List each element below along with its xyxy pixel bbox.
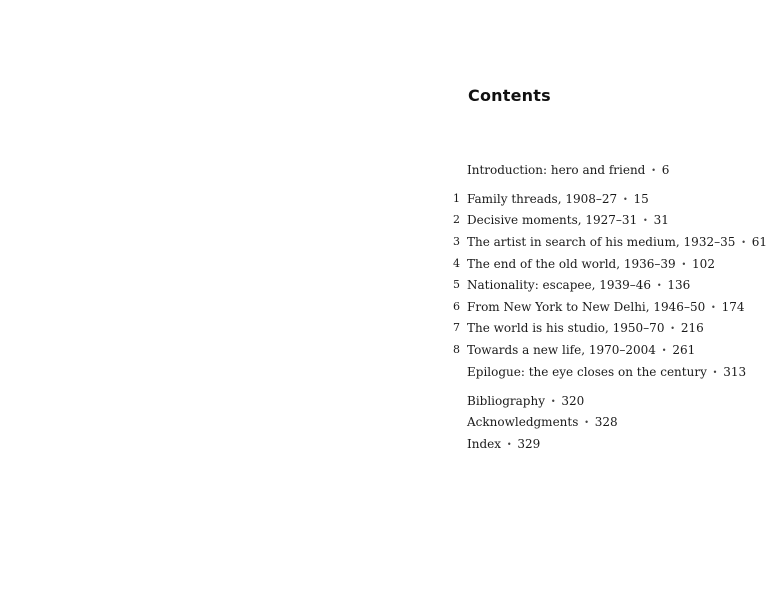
page-number: 261: [672, 343, 696, 357]
bullet-separator: •: [584, 418, 589, 427]
entry-title: Acknowledgments: [467, 415, 579, 429]
page-number: 174: [721, 300, 745, 314]
bullet-separator: •: [643, 216, 648, 225]
entry-text: [467, 363, 746, 382]
toc-entry-chapter-3[interactable]: [453, 233, 773, 251]
chapter-number: 1: [453, 192, 460, 205]
entry-title: From New York to New Delhi, 1946–50: [467, 300, 706, 314]
chapter-number: 5: [453, 278, 460, 291]
chapter-number: 4: [453, 257, 460, 270]
toc-entry-chapter-8[interactable]: [453, 341, 773, 359]
entry-text: [467, 161, 669, 180]
bullet-separator: •: [670, 324, 676, 333]
page-number: 136: [667, 278, 691, 292]
page-number: 329: [517, 437, 541, 451]
entry-text: [467, 255, 715, 274]
entry-text: [467, 298, 745, 317]
chapter-number: 2: [453, 213, 460, 226]
entry-title: Decisive moments, 1927–31: [467, 213, 638, 227]
toc-entry-bibliography[interactable]: [453, 392, 773, 410]
entry-title: The end of the old world, 1936–39: [467, 257, 676, 271]
page-number: 320: [561, 394, 585, 408]
bullet-separator: •: [711, 303, 716, 312]
chapter-number: 7: [453, 321, 460, 334]
page-number: 216: [680, 321, 704, 335]
entry-text: [467, 341, 695, 360]
toc-entry-epilogue[interactable]: [453, 363, 773, 381]
contents-title: Contents: [468, 86, 551, 105]
entry-title: Nationality: escapee, 1939–46: [467, 278, 652, 292]
bullet-separator: •: [506, 440, 512, 449]
page-number: 313: [723, 365, 747, 379]
toc-entry-chapter-4[interactable]: [453, 255, 773, 273]
entry-title: Introduction: hero and friend: [467, 163, 646, 177]
toc-entry-chapter-5[interactable]: [453, 276, 773, 294]
bullet-separator: •: [651, 166, 656, 175]
entry-title: Family threads, 1908–27: [467, 192, 618, 206]
toc-entry-chapter-1[interactable]: [453, 190, 773, 208]
entry-title: The artist in search of his medium, 1932–35: [467, 235, 736, 249]
page-number: 328: [594, 415, 618, 429]
entry-text: [467, 276, 690, 295]
entry-text: [467, 233, 767, 252]
bullet-separator: •: [550, 397, 556, 406]
chapter-number: 8: [453, 343, 460, 356]
chapter-number: 6: [453, 300, 460, 313]
page-number: 15: [633, 192, 649, 206]
entry-text: [467, 190, 649, 209]
toc-entry-chapter-7[interactable]: [453, 319, 773, 337]
entry-title: Towards a new life, 1970–2004: [467, 343, 656, 357]
entry-text: [467, 392, 584, 411]
toc-entry-acknowledgments[interactable]: [453, 413, 773, 431]
bullet-separator: •: [661, 346, 667, 355]
entry-text: [467, 319, 704, 338]
entry-text: [467, 211, 669, 230]
toc-entry-introduction[interactable]: [453, 161, 773, 179]
chapter-number: 3: [453, 235, 460, 248]
toc-entry-chapter-2[interactable]: [453, 211, 773, 229]
entry-title: Epilogue: the eye closes on the century: [467, 365, 707, 379]
entry-text: [467, 413, 618, 432]
entry-title: Bibliography: [467, 394, 545, 408]
entry-text: [467, 435, 540, 454]
page-number: 102: [692, 257, 715, 271]
entry-title: The world is his studio, 1950–70: [467, 321, 665, 335]
bullet-separator: •: [656, 281, 662, 290]
bullet-separator: •: [741, 238, 746, 247]
bullet-separator: •: [681, 260, 687, 269]
entry-title: Index: [467, 437, 502, 451]
page-number: 31: [653, 213, 669, 227]
page-number: 6: [661, 163, 670, 177]
toc-entry-chapter-6[interactable]: [453, 298, 773, 316]
bullet-separator: •: [712, 368, 718, 377]
page-number: 61: [751, 235, 768, 249]
bullet-separator: •: [622, 195, 628, 204]
toc-entry-index[interactable]: [453, 435, 773, 453]
